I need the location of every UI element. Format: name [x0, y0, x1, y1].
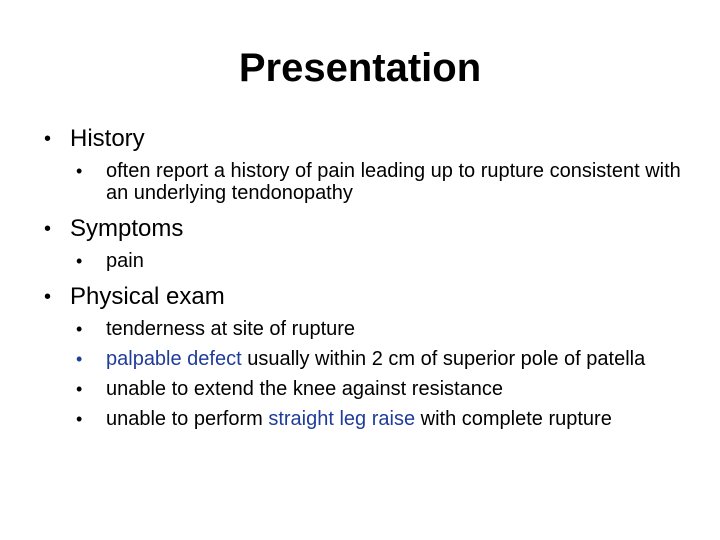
- bullet-physical-exam: • Physical exam: [44, 282, 694, 312]
- straight-leg-raise-link[interactable]: straight leg raise: [268, 408, 416, 430]
- defect-text: usually within 2 cm of superior pole of patella: [241, 348, 646, 370]
- physical-exam-item-tenderness: • tenderness at site of rupture: [76, 318, 694, 340]
- physical-exam-item-defect: [76, 348, 694, 370]
- bullet-symptoms: • Symptoms: [44, 214, 694, 244]
- palpable-defect-link[interactable]: palpable defect: [106, 348, 242, 370]
- history-item: • often report a history of pain leading up to rupture consistent with an underlying tendonopathy: [76, 160, 694, 204]
- symptoms-item: • pain: [76, 250, 694, 272]
- slr-pre-text: unable to perform: [106, 408, 269, 430]
- slide-content: [44, 124, 694, 430]
- physical-exam-item-extend: • unable to extend the knee against resistance: [76, 378, 694, 400]
- slr-rest-text: with complete rupture: [415, 408, 612, 430]
- bullet-history: • History: [44, 124, 694, 154]
- physical-exam-item-slr: [76, 408, 694, 430]
- slide-title: Presentation: [238, 46, 482, 90]
